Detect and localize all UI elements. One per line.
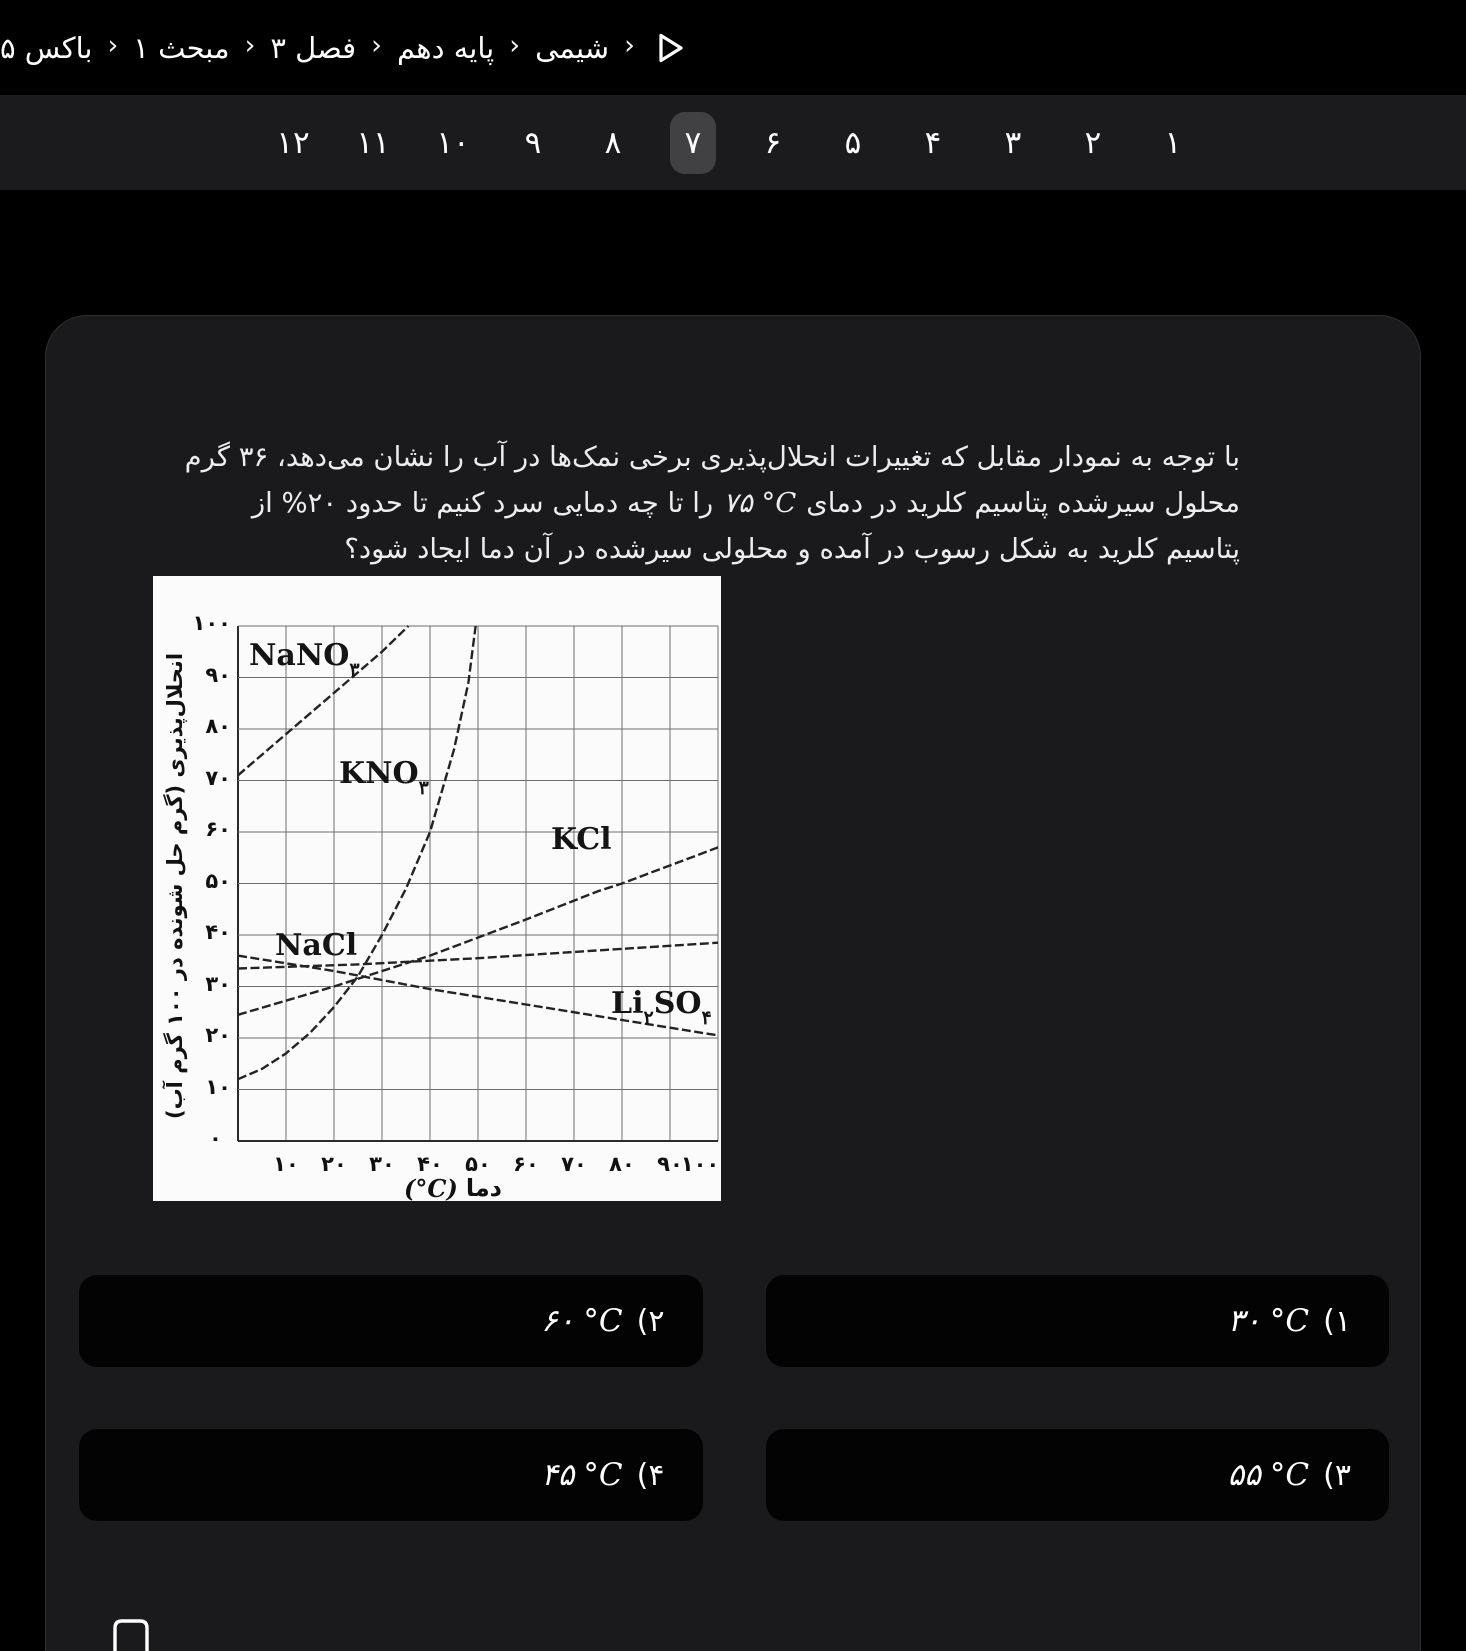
x-tick-30: ۳۰ (369, 1152, 395, 1176)
y-tick-50: ۵۰ (205, 868, 231, 893)
breadcrumb-separator: ‹ (244, 30, 256, 61)
option-2-value: ۶۰ °C (541, 1303, 623, 1339)
y-tick-100: ۱۰۰ (192, 611, 231, 635)
option-1-value: ۳۰ °C (1227, 1303, 1310, 1339)
breadcrumb-separator: ‹ (624, 30, 635, 61)
option-3-number: ۳) (1323, 1457, 1351, 1493)
breadcrumb-bar (0, 0, 1466, 95)
question-card (45, 315, 1421, 1651)
curve-label-nano3: NaNO$_۳$ (249, 638, 360, 681)
option-2-number: ۲) (636, 1303, 665, 1339)
question-line-1: با توجه به نمودار مقابل که تغییرات انحلال‌پذیری برخی نمک‌ها در آب را نشان می‌دهد، ۳۶ گرم (184, 441, 1240, 473)
bookmark-button[interactable] (113, 1619, 149, 1651)
y-tick-20: ۲۰ (205, 1023, 231, 1047)
question-line-2-before: محلول سیرشده پتاسیم کلرید در دمای (806, 487, 1240, 519)
option-4[interactable] (79, 1429, 703, 1521)
x-tick-60: ۶۰ (513, 1152, 539, 1176)
question-number-4[interactable]: ۴ (924, 124, 942, 161)
option-4-number: ۴) (636, 1457, 665, 1493)
temperature-value: ۷۵ °C (723, 487, 797, 519)
curve-label-nacl: NaCl (275, 928, 358, 963)
y-tick-10: ۱۰ (205, 1074, 231, 1099)
question-number-10[interactable]: ۱۰ (436, 124, 470, 161)
question-number-6[interactable]: ۶ (764, 124, 782, 161)
answer-options (79, 1275, 1389, 1521)
x-tick-50: ۵۰ (465, 1152, 491, 1176)
x-tick-70: ۷۰ (561, 1152, 587, 1176)
y-tick-80: ۸۰ (205, 714, 231, 738)
y-tick-90: ۹۰ (205, 662, 231, 687)
question-number-1[interactable]: ۱ (1164, 124, 1182, 161)
option-4-value: ۴۵ °C (541, 1457, 623, 1493)
question-number-7-active[interactable]: ۷ (670, 112, 716, 174)
breadcrumb-item-subject[interactable]: شیمی (535, 30, 610, 65)
option-1[interactable] (766, 1275, 1390, 1367)
breadcrumb-separator: ‹ (107, 30, 119, 61)
question-number-3[interactable]: ۳ (1004, 124, 1022, 161)
x-axis-title-unit: (°C) (404, 1174, 458, 1203)
question-text (46, 316, 1420, 572)
breadcrumb-item-grade[interactable]: پایه دهم (396, 30, 495, 65)
breadcrumb (0, 31, 686, 65)
question-number-5[interactable]: ۵ (844, 124, 862, 161)
breadcrumb-item-chapter[interactable]: فصل ۳ (270, 30, 357, 65)
question-number-11[interactable]: ۱۱ (356, 124, 390, 161)
breadcrumb-separator: ‹ (509, 30, 521, 61)
question-number-8[interactable]: ۸ (604, 124, 622, 161)
curve-label-kcl: KCl (551, 822, 612, 857)
question-line-2-after: را تا چه دمایی سرد کنیم تا حدود ۲۰% از (251, 487, 714, 519)
curve-KNO3 (238, 626, 476, 1079)
x-axis-title (358, 1174, 548, 1203)
option-3[interactable] (766, 1429, 1390, 1521)
solubility-chart (153, 576, 721, 1201)
y-tick-70: ۷۰ (205, 765, 231, 790)
y-tick-30: ۳۰ (205, 971, 231, 996)
x-tick-40: ۴۰ (417, 1152, 443, 1176)
breadcrumb-item-box[interactable]: باکس ۵ (0, 30, 93, 65)
question-line-3: پتاسیم کلرید به شکل رسوب در آمده و محلولی سیرشده در آن دما ایجاد شود؟ (344, 533, 1240, 565)
x-tick-10: ۱۰ (273, 1152, 299, 1176)
option-2[interactable] (79, 1275, 703, 1367)
question-number-9[interactable]: ۹ (524, 124, 542, 161)
x-tick-90: ۹۰ (657, 1152, 683, 1176)
question-number-12[interactable]: ۱۲ (276, 124, 310, 161)
origin-label: ۰ (209, 1126, 222, 1150)
question-line-2 (126, 480, 1240, 526)
breadcrumb-item-topic[interactable]: مبحث ۱ (133, 30, 230, 65)
question-number-2[interactable]: ۲ (1084, 124, 1102, 161)
option-3-value: ۵۵ °C (1227, 1457, 1310, 1493)
option-1-number: ۱) (1323, 1303, 1351, 1339)
breadcrumb-separator: ‹ (371, 30, 382, 61)
x-tick-100: ۱۰۰ (680, 1152, 720, 1176)
bookmark-icon (113, 1619, 149, 1651)
chart-canvas (153, 576, 721, 1201)
y-tick-60: ۶۰ (205, 817, 231, 841)
x-axis-title-name: دما (465, 1174, 502, 1202)
x-tick-20: ۲۰ (321, 1152, 347, 1176)
curve-label-kno3: $KNO_۳$ (339, 756, 429, 799)
curve-label-li2so4: $Li_۲SO_۴$ (611, 986, 712, 1029)
y-tick-40: ۴۰ (205, 920, 231, 944)
x-tick-80: ۸۰ (609, 1152, 635, 1176)
y-axis-title: انحلال‌پذیری (گرم حل شونده در ۱۰۰ گرم آب) (163, 652, 187, 1120)
play-icon[interactable] (656, 31, 686, 65)
question-nav-bar (0, 95, 1466, 190)
